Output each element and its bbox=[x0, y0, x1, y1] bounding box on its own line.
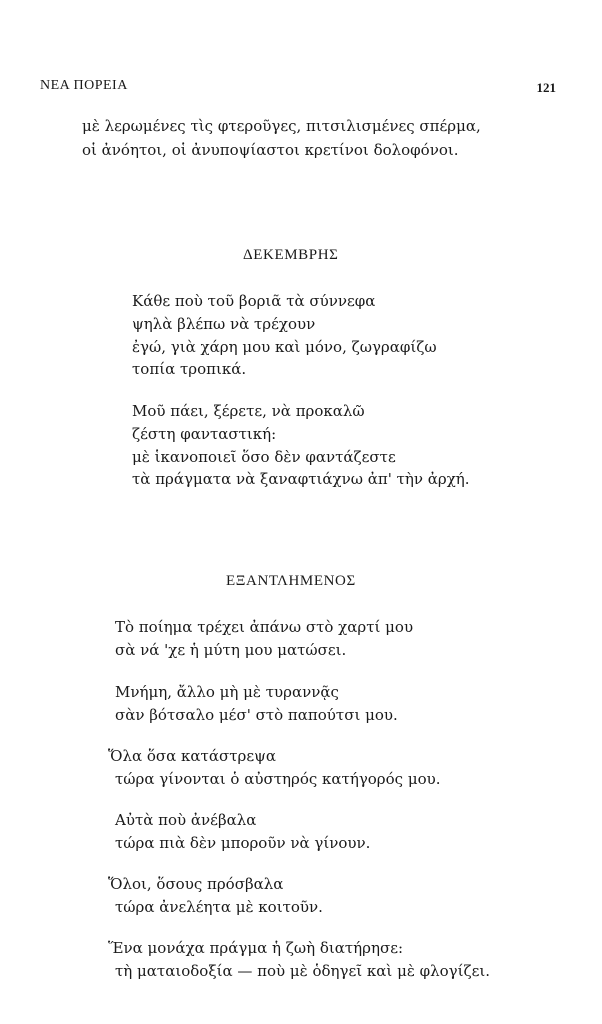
page-number: 121 bbox=[536, 80, 556, 95]
prior-poem-line: οἱ ἀνόητοι, οἱ ἀνυποψίαστοι κρετίνοι δολοφόνοι. bbox=[82, 141, 459, 159]
prior-poem-line: μὲ λερωμένες τὶς φτεροῦγες, πιτσιλισμένες σπέρμα, bbox=[82, 117, 481, 135]
poem-line: Μοῦ πάει, ξέρετε, νὰ προκαλῶ bbox=[132, 402, 365, 420]
poem-line: ψηλὰ βλέπω νὰ τρέχουν bbox=[132, 315, 316, 333]
poem-line: τώρα γίνονται ὁ αὐστηρός κατήγορός μου. bbox=[115, 770, 441, 788]
poem-title: ΕΞΑΝΤΛΗΜΕΝΟΣ bbox=[226, 573, 356, 589]
poem-line: ἐγώ, γιὰ χάρη μου καὶ μόνο, ζωγραφίζω bbox=[132, 338, 437, 356]
poem-line: Τὸ ποίημα τρέχει ἀπάνω στὸ χαρτί μου bbox=[115, 618, 414, 636]
poem-line: σὰν βότσαλο μέσ' στὸ παπούτσι μου. bbox=[115, 706, 398, 724]
poem-line: τοπία τροπικά. bbox=[132, 360, 247, 378]
poem-line: Ὅλοι, ὅσους πρόσβαλα bbox=[108, 875, 284, 893]
poem-line: Ὅλα ὅσα κατάστρεψα bbox=[108, 747, 276, 765]
poem-line: τὰ πράγματα νὰ ξαναφτιάχνω ἀπ' τὴν ἀρχή. bbox=[132, 470, 470, 488]
poem-line: Κάθε ποὺ τοῦ βοριᾶ τὰ σύννεφα bbox=[132, 292, 376, 310]
poem-line: σὰ νά 'χε ἡ μύτη μου ματώσει. bbox=[115, 641, 347, 659]
poem-line: Αὐτὰ ποὺ ἀνέβαλα bbox=[115, 811, 257, 829]
poem-line: ζέστη φανταστική: bbox=[132, 425, 277, 443]
poem-title: ΔΕΚΕΜΒΡΗΣ bbox=[243, 247, 339, 263]
running-head: ΝΕΑ ΠΟΡΕΙΑ bbox=[40, 78, 128, 93]
poem-line: Μνήμη, ἄλλο μὴ μὲ τυραννᾷς bbox=[115, 683, 339, 701]
poem-line: τώρα πιὰ δὲν μποροῦν νὰ γίνουν. bbox=[115, 834, 371, 852]
poem-line: τώρα ἀνελέητα μὲ κοιτοῦν. bbox=[115, 898, 323, 916]
poem-line: τὴ ματαιοδοξία — ποὺ μὲ ὁδηγεῖ καὶ μὲ φλογίζει. bbox=[115, 962, 491, 980]
poem-line: Ἕνα μονάχα πράγμα ἡ ζωὴ διατήρησε: bbox=[108, 939, 404, 957]
poem-line: μὲ ἱκανοποιεῖ ὅσο δὲν φαντάζεστε bbox=[132, 448, 396, 466]
